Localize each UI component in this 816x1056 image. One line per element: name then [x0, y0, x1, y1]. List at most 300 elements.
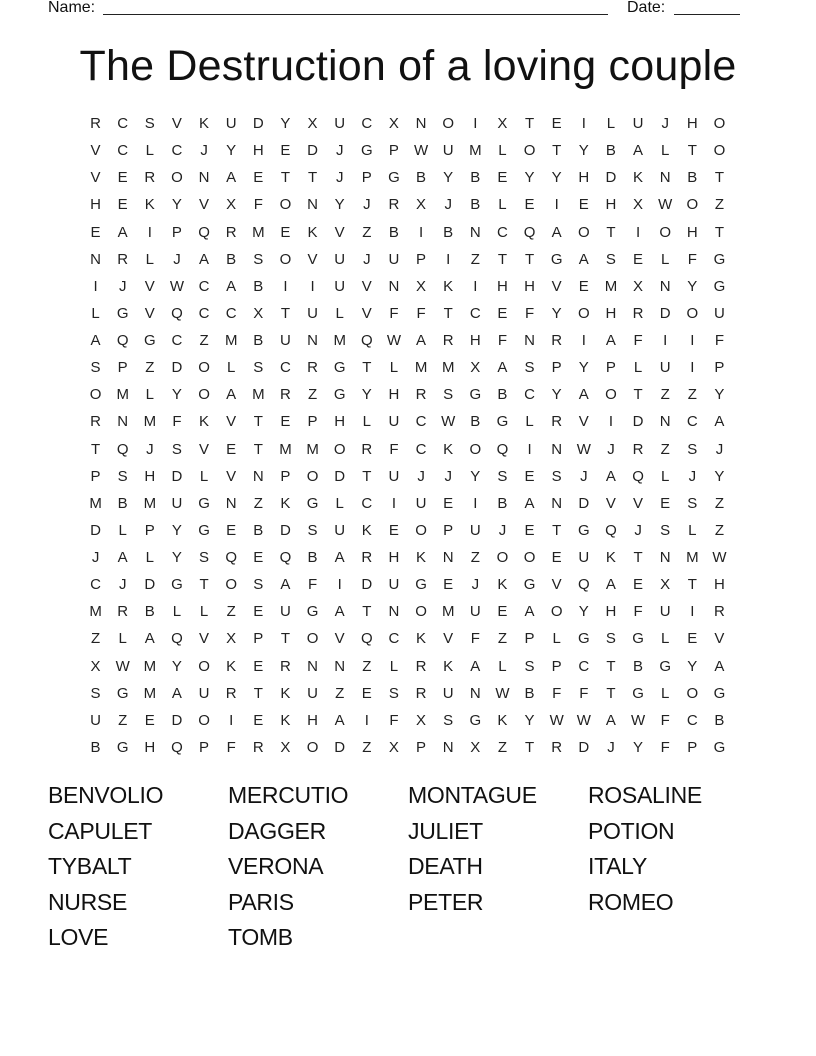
grid-cell[interactable]: T	[280, 630, 291, 648]
grid-cell[interactable]: A	[524, 494, 535, 512]
grid-cell[interactable]: A	[714, 413, 725, 431]
grid-cell[interactable]: P	[416, 738, 427, 756]
grid-cell[interactable]: K	[497, 711, 508, 729]
grid-cell[interactable]: J	[363, 250, 371, 268]
grid-cell[interactable]: Z	[660, 440, 670, 458]
grid-cell[interactable]: D	[659, 304, 671, 322]
grid-cell[interactable]: O	[198, 386, 210, 404]
grid-cell[interactable]: K	[416, 549, 427, 566]
grid-cell[interactable]: H	[524, 277, 535, 295]
grid-cell[interactable]: X	[633, 196, 644, 214]
grid-cell[interactable]: C	[117, 142, 129, 160]
grid-cell[interactable]: E	[226, 440, 237, 458]
grid-cell[interactable]: L	[335, 494, 344, 512]
grid-cell[interactable]: C	[361, 115, 373, 132]
grid-cell[interactable]: W	[576, 711, 591, 729]
grid-cell[interactable]: I	[690, 359, 695, 377]
grid-cell[interactable]: K	[307, 223, 318, 241]
grid-cell[interactable]: D	[361, 576, 373, 594]
grid-cell[interactable]: X	[470, 359, 481, 377]
grid-cell[interactable]: C	[415, 440, 427, 458]
grid-cell[interactable]: J	[118, 576, 127, 594]
grid-cell[interactable]: O	[442, 115, 455, 132]
grid-cell[interactable]: I	[93, 277, 98, 295]
grid-cell[interactable]: O	[89, 386, 102, 404]
grid-cell[interactable]: P	[361, 169, 372, 187]
grid-cell[interactable]: V	[714, 630, 725, 648]
grid-cell[interactable]: Y	[551, 169, 562, 187]
grid-cell[interactable]: S	[524, 657, 535, 675]
grid-cell[interactable]: V	[551, 277, 562, 295]
grid-cell[interactable]: A	[144, 630, 155, 648]
grid-cell[interactable]: D	[90, 521, 101, 539]
grid-cell[interactable]: X	[660, 576, 671, 594]
grid-cell[interactable]: T	[443, 304, 453, 322]
grid-cell[interactable]: B	[714, 711, 725, 729]
grid-cell[interactable]: Z	[660, 386, 670, 404]
grid-cell[interactable]: F	[226, 738, 236, 756]
grid-cell[interactable]: I	[418, 223, 424, 241]
grid-cell[interactable]: B	[687, 169, 698, 187]
grid-cell[interactable]: L	[335, 304, 344, 322]
grid-cell[interactable]: Q	[171, 630, 183, 648]
grid-cell[interactable]: H	[605, 304, 617, 322]
grid-cell[interactable]: V	[144, 277, 155, 295]
grid-cell[interactable]: O	[713, 142, 726, 160]
grid-cell[interactable]: W	[630, 711, 646, 729]
grid-cell[interactable]: J	[471, 576, 480, 594]
grid-cell[interactable]: S	[253, 250, 264, 268]
grid-cell[interactable]: E	[497, 603, 508, 621]
grid-cell[interactable]: D	[605, 169, 617, 187]
grid-cell[interactable]: S	[443, 386, 454, 404]
grid-cell[interactable]: X	[253, 304, 264, 322]
grid-cell[interactable]: T	[199, 576, 209, 594]
grid-cell[interactable]: Y	[361, 386, 372, 404]
grid-cell[interactable]: O	[198, 359, 210, 377]
grid-cell[interactable]: T	[524, 115, 535, 132]
grid-cell[interactable]: T	[497, 250, 508, 268]
grid-cell[interactable]: I	[446, 250, 451, 268]
grid-cell[interactable]: P	[551, 359, 562, 377]
grid-cell[interactable]: E	[388, 521, 399, 539]
grid-cell[interactable]: B	[470, 196, 481, 214]
grid-cell[interactable]: T	[90, 440, 101, 458]
grid-cell[interactable]: Z	[470, 549, 480, 566]
grid-cell[interactable]: T	[606, 657, 616, 675]
grid-cell[interactable]: F	[389, 440, 399, 458]
grid-cell[interactable]: T	[552, 142, 562, 160]
grid-cell[interactable]: H	[686, 223, 698, 241]
grid-cell[interactable]: W	[712, 549, 727, 566]
grid-cell[interactable]: Q	[605, 521, 617, 539]
grid-cell[interactable]: V	[199, 630, 210, 648]
grid-cell[interactable]: K	[144, 196, 155, 214]
grid-cell[interactable]: J	[607, 440, 615, 458]
grid-cell[interactable]: K	[280, 711, 291, 729]
grid-cell[interactable]: P	[443, 521, 454, 539]
grid-cell[interactable]: Z	[714, 521, 725, 539]
grid-cell[interactable]: Y	[578, 359, 589, 377]
grid-cell[interactable]: E	[578, 196, 589, 214]
grid-cell[interactable]: O	[686, 684, 699, 702]
grid-cell[interactable]: T	[687, 142, 697, 160]
grid-cell[interactable]: T	[714, 223, 725, 241]
grid-cell[interactable]: K	[199, 115, 210, 132]
grid-cell[interactable]: H	[686, 115, 698, 132]
grid-cell[interactable]: S	[388, 684, 399, 702]
grid-cell[interactable]: X	[416, 196, 427, 214]
grid-cell[interactable]: N	[415, 115, 427, 132]
grid-cell[interactable]: U	[280, 603, 291, 621]
grid-cell[interactable]: O	[605, 386, 617, 404]
grid-cell[interactable]: U	[171, 494, 183, 512]
grid-cell[interactable]: O	[713, 115, 726, 132]
grid-cell[interactable]: L	[145, 142, 154, 160]
grid-cell[interactable]: Y	[171, 657, 182, 675]
grid-cell[interactable]: S	[687, 494, 698, 512]
grid-cell[interactable]: S	[253, 576, 264, 594]
grid-cell[interactable]: J	[444, 196, 452, 214]
grid-cell[interactable]: F	[389, 304, 399, 322]
grid-cell[interactable]: K	[633, 169, 644, 187]
grid-cell[interactable]: G	[496, 413, 509, 431]
grid-cell[interactable]: M	[252, 386, 265, 404]
grid-cell[interactable]: L	[498, 196, 507, 214]
grid-cell[interactable]: R	[252, 738, 264, 756]
grid-cell[interactable]: C	[225, 304, 237, 322]
grid-cell[interactable]: A	[605, 467, 616, 485]
grid-cell[interactable]: C	[524, 386, 535, 404]
grid-cell[interactable]: H	[714, 576, 725, 594]
grid-cell[interactable]: L	[199, 603, 209, 621]
grid-cell[interactable]: E	[90, 223, 101, 241]
grid-cell[interactable]: T	[552, 521, 562, 539]
grid-cell[interactable]: L	[552, 630, 561, 648]
grid-cell[interactable]: R	[632, 304, 644, 322]
grid-cell[interactable]: A	[605, 332, 616, 349]
grid-cell[interactable]: G	[306, 603, 319, 621]
grid-cell[interactable]: N	[659, 169, 671, 187]
grid-cell[interactable]: V	[307, 250, 318, 268]
grid-cell[interactable]: N	[659, 549, 671, 566]
grid-cell[interactable]: D	[280, 521, 291, 539]
grid-cell[interactable]: J	[91, 549, 100, 566]
grid-cell[interactable]: T	[253, 413, 263, 431]
grid-cell[interactable]: O	[523, 142, 536, 160]
grid-cell[interactable]: P	[714, 359, 725, 377]
grid-cell[interactable]: G	[415, 576, 427, 594]
grid-cell[interactable]: N	[225, 494, 237, 512]
grid-cell[interactable]: A	[171, 684, 182, 702]
grid-cell[interactable]: J	[607, 738, 615, 756]
grid-cell[interactable]: F	[633, 332, 643, 349]
grid-cell[interactable]: D	[578, 738, 590, 756]
grid-cell[interactable]: B	[470, 413, 481, 431]
grid-cell[interactable]: I	[690, 603, 695, 621]
grid-cell[interactable]: L	[661, 467, 670, 485]
grid-cell[interactable]: S	[443, 711, 454, 729]
grid-cell[interactable]: Q	[360, 332, 373, 349]
grid-cell[interactable]: G	[306, 494, 319, 512]
grid-cell[interactable]: B	[90, 738, 101, 756]
grid-cell[interactable]: E	[524, 467, 535, 485]
grid-cell[interactable]: C	[469, 304, 481, 322]
grid-cell[interactable]: J	[498, 521, 507, 539]
grid-cell[interactable]: B	[307, 549, 318, 566]
grid-cell[interactable]: K	[605, 549, 616, 566]
grid-cell[interactable]: Y	[470, 467, 481, 485]
grid-cell[interactable]: O	[279, 196, 292, 214]
grid-cell[interactable]: E	[660, 494, 671, 512]
grid-cell[interactable]: I	[663, 332, 668, 349]
grid-cell[interactable]: H	[605, 196, 617, 214]
grid-cell[interactable]: M	[441, 359, 455, 377]
grid-cell[interactable]: J	[661, 115, 669, 132]
grid-cell[interactable]: A	[714, 657, 725, 675]
grid-cell[interactable]: G	[523, 576, 536, 594]
grid-cell[interactable]: L	[525, 413, 534, 431]
grid-cell[interactable]: K	[280, 494, 291, 512]
grid-cell[interactable]: U	[578, 549, 590, 566]
grid-cell[interactable]: E	[443, 576, 454, 594]
grid-cell[interactable]: U	[334, 250, 346, 268]
grid-cell[interactable]: U	[415, 494, 427, 512]
grid-cell[interactable]: M	[686, 549, 699, 566]
grid-cell[interactable]: I	[581, 332, 586, 349]
grid-cell[interactable]: A	[117, 223, 128, 241]
grid-cell[interactable]: P	[117, 359, 128, 377]
grid-cell[interactable]: Q	[523, 223, 536, 241]
grid-cell[interactable]: B	[388, 223, 399, 241]
grid-cell[interactable]: L	[661, 630, 670, 648]
grid-cell[interactable]: X	[280, 738, 291, 756]
grid-cell[interactable]: G	[198, 521, 210, 539]
grid-cell[interactable]: M	[306, 440, 319, 458]
grid-cell[interactable]: Q	[171, 304, 183, 322]
grid-cell[interactable]: C	[388, 630, 400, 648]
grid-cell[interactable]: A	[226, 277, 237, 295]
grid-cell[interactable]: U	[334, 521, 346, 539]
grid-cell[interactable]: M	[224, 332, 238, 349]
grid-cell[interactable]: O	[333, 440, 346, 458]
grid-cell[interactable]: F	[416, 304, 426, 322]
grid-cell[interactable]: A	[497, 359, 508, 377]
grid-cell[interactable]: P	[144, 521, 155, 539]
grid-cell[interactable]: I	[473, 494, 478, 512]
grid-cell[interactable]: N	[117, 413, 129, 431]
grid-cell[interactable]: X	[497, 115, 508, 132]
grid-cell[interactable]: G	[116, 304, 129, 322]
grid-cell[interactable]: P	[524, 630, 535, 648]
grid-cell[interactable]: U	[90, 711, 101, 729]
grid-cell[interactable]: L	[172, 603, 182, 621]
grid-cell[interactable]: E	[253, 711, 264, 729]
grid-cell[interactable]: Y	[524, 711, 535, 729]
grid-cell[interactable]: O	[577, 304, 590, 322]
grid-cell[interactable]: O	[171, 169, 183, 187]
grid-cell[interactable]: R	[415, 386, 427, 404]
grid-cell[interactable]: C	[90, 576, 101, 594]
grid-cell[interactable]: Y	[578, 142, 589, 160]
grid-cell[interactable]: H	[388, 386, 400, 404]
grid-cell[interactable]: F	[307, 576, 318, 594]
grid-cell[interactable]: U	[280, 332, 291, 349]
grid-cell[interactable]: E	[280, 413, 291, 431]
grid-cell[interactable]: A	[524, 603, 535, 621]
grid-cell[interactable]: G	[469, 711, 482, 729]
grid-cell[interactable]: I	[608, 413, 614, 431]
grid-cell[interactable]: U	[442, 142, 454, 160]
grid-cell[interactable]: T	[633, 386, 643, 404]
grid-cell[interactable]: R	[361, 440, 373, 458]
grid-cell[interactable]: Z	[714, 196, 725, 214]
grid-cell[interactable]: D	[144, 576, 156, 594]
grid-cell[interactable]: G	[198, 494, 210, 512]
grid-cell[interactable]: K	[361, 521, 372, 539]
grid-cell[interactable]: R	[551, 413, 563, 431]
grid-cell[interactable]: O	[306, 467, 319, 485]
grid-cell[interactable]: Z	[714, 494, 725, 512]
grid-cell[interactable]: T	[714, 169, 725, 187]
grid-cell[interactable]: B	[497, 494, 508, 512]
grid-cell[interactable]: X	[470, 738, 481, 756]
grid-cell[interactable]: Q	[496, 440, 509, 458]
grid-cell[interactable]: I	[690, 332, 695, 349]
grid-cell[interactable]: W	[115, 657, 130, 675]
grid-cell[interactable]: L	[145, 386, 154, 404]
grid-cell[interactable]: F	[687, 250, 697, 268]
grid-cell[interactable]: G	[577, 630, 590, 648]
grid-cell[interactable]: S	[307, 521, 318, 539]
grid-cell[interactable]: Y	[551, 304, 562, 322]
grid-cell[interactable]: J	[335, 169, 344, 187]
grid-cell[interactable]: J	[146, 440, 154, 458]
grid-cell[interactable]: O	[415, 521, 427, 539]
grid-cell[interactable]: E	[524, 196, 535, 214]
grid-cell[interactable]: H	[90, 196, 101, 214]
grid-cell[interactable]: Z	[199, 332, 209, 349]
grid-cell[interactable]: L	[498, 142, 507, 160]
grid-cell[interactable]: C	[280, 359, 291, 377]
grid-cell[interactable]: Z	[687, 386, 697, 404]
grid-cell[interactable]: L	[91, 304, 100, 322]
grid-cell[interactable]: E	[497, 304, 508, 322]
grid-cell[interactable]: V	[633, 494, 644, 512]
grid-cell[interactable]: V	[361, 277, 372, 295]
grid-cell[interactable]: F	[389, 711, 399, 729]
grid-cell[interactable]: N	[659, 277, 671, 295]
grid-cell[interactable]: W	[495, 684, 510, 702]
grid-cell[interactable]: I	[635, 223, 641, 241]
grid-cell[interactable]: V	[334, 223, 345, 241]
grid-cell[interactable]: G	[388, 169, 400, 187]
grid-cell[interactable]: Y	[171, 386, 182, 404]
grid-cell[interactable]: Y	[443, 169, 454, 187]
grid-cell[interactable]: Y	[687, 657, 698, 675]
grid-cell[interactable]: Q	[171, 738, 183, 756]
grid-cell[interactable]: I	[364, 711, 369, 729]
grid-cell[interactable]: V	[171, 115, 182, 132]
grid-cell[interactable]: T	[307, 169, 318, 187]
grid-cell[interactable]: B	[117, 494, 128, 512]
grid-cell[interactable]: U	[334, 115, 346, 132]
grid-cell[interactable]: B	[416, 169, 427, 187]
grid-cell[interactable]: G	[713, 684, 726, 702]
grid-cell[interactable]: L	[118, 521, 127, 539]
grid-cell[interactable]: U	[632, 115, 644, 132]
grid-cell[interactable]: E	[578, 277, 589, 295]
grid-cell[interactable]: R	[551, 738, 563, 756]
grid-cell[interactable]: N	[388, 277, 400, 295]
grid-cell[interactable]: K	[416, 630, 427, 648]
grid-cell[interactable]: B	[226, 250, 237, 268]
grid-cell[interactable]: T	[362, 359, 372, 377]
grid-cell[interactable]: N	[469, 684, 481, 702]
grid-cell[interactable]: R	[551, 332, 563, 349]
grid-cell[interactable]: B	[443, 223, 454, 241]
grid-cell[interactable]: S	[90, 684, 101, 702]
grid-cell[interactable]: C	[361, 494, 373, 512]
grid-cell[interactable]: R	[225, 223, 237, 241]
grid-cell[interactable]: U	[388, 467, 400, 485]
grid-cell[interactable]: K	[199, 413, 210, 431]
grid-cell[interactable]: Q	[116, 440, 129, 458]
grid-cell[interactable]: V	[605, 494, 616, 512]
grid-cell[interactable]: S	[90, 359, 101, 377]
grid-cell[interactable]: M	[252, 223, 265, 241]
grid-cell[interactable]: M	[604, 277, 618, 295]
grid-cell[interactable]: T	[687, 576, 697, 594]
grid-cell[interactable]: Y	[687, 277, 698, 295]
grid-cell[interactable]: E	[633, 250, 644, 268]
grid-cell[interactable]: Z	[497, 738, 508, 756]
grid-cell[interactable]: S	[144, 115, 155, 132]
grid-cell[interactable]: U	[225, 115, 237, 132]
grid-cell[interactable]: R	[225, 684, 237, 702]
grid-cell[interactable]: K	[443, 277, 454, 295]
grid-cell[interactable]: M	[279, 440, 292, 458]
grid-cell[interactable]: P	[551, 657, 562, 675]
grid-cell[interactable]: M	[89, 494, 102, 512]
grid-cell[interactable]: A	[280, 576, 291, 594]
grid-cell[interactable]: K	[443, 657, 454, 675]
grid-cell[interactable]: W	[386, 332, 402, 349]
grid-cell[interactable]: N	[198, 169, 210, 187]
grid-cell[interactable]: S	[253, 359, 264, 377]
grid-cell[interactable]: C	[198, 277, 210, 295]
grid-cell[interactable]: T	[280, 304, 291, 322]
grid-cell[interactable]: L	[227, 359, 236, 377]
grid-cell[interactable]: Q	[577, 576, 590, 594]
grid-cell[interactable]: A	[551, 223, 562, 241]
grid-cell[interactable]: O	[686, 304, 699, 322]
grid-cell[interactable]: N	[551, 440, 563, 458]
grid-cell[interactable]: E	[524, 521, 535, 539]
grid-cell[interactable]: Y	[633, 738, 644, 756]
grid-cell[interactable]: B	[605, 142, 616, 160]
grid-cell[interactable]: I	[283, 277, 288, 295]
grid-cell[interactable]: T	[253, 684, 263, 702]
grid-cell[interactable]: N	[252, 467, 264, 485]
grid-cell[interactable]: N	[442, 549, 454, 566]
grid-cell[interactable]: R	[144, 169, 156, 187]
grid-cell[interactable]: B	[253, 521, 264, 539]
grid-cell[interactable]: V	[226, 467, 237, 485]
grid-cell[interactable]: L	[661, 142, 670, 160]
grid-cell[interactable]: U	[659, 359, 671, 377]
grid-cell[interactable]: Z	[253, 494, 263, 512]
